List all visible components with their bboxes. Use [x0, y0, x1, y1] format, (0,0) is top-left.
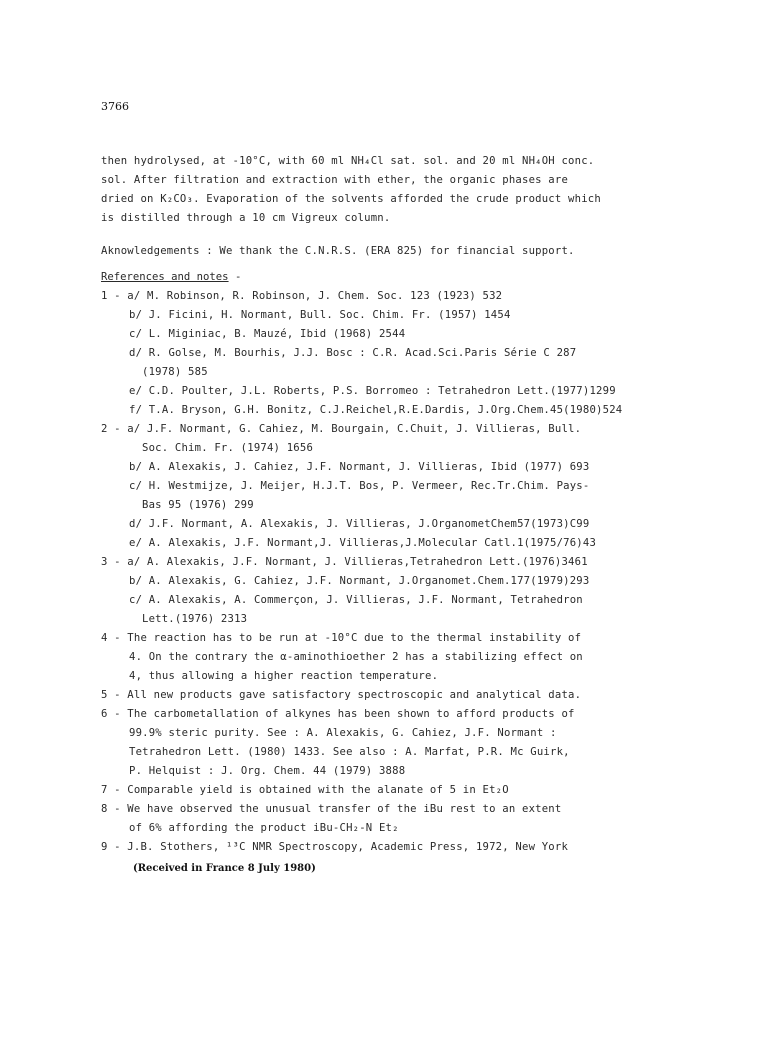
received-note: (Received in France 8 July 1980) [133, 863, 316, 874]
reference-line: b/ A. Alexakis, G. Cahiez, J.F. Normant, J.Organomet.Chem.177(1979)293 [129, 575, 590, 587]
reference-line: Tetrahedron Lett. (1980) 1433. See also : A. Marfat, P.R. Mc Guirk, [129, 746, 570, 758]
reference-line: c/ H. Westmijze, J. Meijer, H.J.T. Bos, P. Vermeer, Rec.Tr.Chim. Pays- [129, 480, 590, 492]
reference-line: Bas 95 (1976) 299 [142, 499, 254, 511]
reference-line: 9 - J.B. Stothers, ¹³C NMR Spectroscopy, Academic Press, 1972, New York [101, 841, 569, 853]
page-number: 3766 [101, 100, 129, 113]
body-line: then hydrolysed, at -10°C, with 60 ml NH₄Cl sat. sol. and 20 ml NH₄OH conc. [101, 155, 595, 167]
references-heading-text: References and notes [101, 271, 229, 283]
acknowledgements-text: Aknowledgements : We thank the C.N.R.S. (ERA 825) for financial support. [101, 245, 575, 257]
reference-line: b/ J. Ficini, H. Normant, Bull. Soc. Chim. Fr. (1957) 1454 [129, 309, 511, 321]
reference-line: 4. On the contrary the α-aminothioether 2 has a stabilizing effect on [129, 651, 583, 663]
references-heading-suffix: - [228, 271, 242, 283]
reference-line: e/ A. Alexakis, J.F. Normant,J. Villieras,J.Molecular Catl.1(1975/76)43 [129, 537, 597, 549]
references-heading [101, 268, 241, 287]
reference-line: (1978) 585 [142, 366, 208, 378]
reference-line: 2 - a/ J.F. Normant, G. Cahiez, M. Bourgain, C.Chuit, J. Villieras, Bull. [101, 423, 582, 435]
reference-line: c/ L. Miginiac, B. Mauzé, Ibid (1968) 2544 [129, 328, 406, 340]
body-line: is distilled through a 10 cm Vigreux column. [101, 212, 391, 224]
reference-line: Lett.(1976) 2313 [142, 613, 248, 625]
reference-line: 5 - All new products gave satisfactory spectroscopic and analytical data. [101, 689, 582, 701]
reference-line: 99.9% steric purity. See : A. Alexakis, G. Cahiez, J.F. Normant : [129, 727, 557, 739]
reference-line: b/ A. Alexakis, J. Cahiez, J.F. Normant, J. Villieras, Ibid (1977) 693 [129, 461, 590, 473]
body-line: sol. After filtration and extraction with ether, the organic phases are [101, 174, 569, 186]
reference-line: of 6% affording the product iBu-CH₂-N Et₂ [129, 822, 399, 834]
reference-line: d/ J.F. Normant, A. Alexakis, J. Villieras, J.OrganometChem57(1973)C99 [129, 518, 590, 530]
reference-line: Soc. Chim. Fr. (1974) 1656 [142, 442, 314, 454]
reference-line: 4 - The reaction has to be run at -10°C due to the thermal instability of [101, 632, 582, 644]
reference-line: 7 - Comparable yield is obtained with the alanate of 5 in Et₂O [101, 784, 509, 796]
reference-line: d/ R. Golse, M. Bourhis, J.J. Bosc : C.R. Acad.Sci.Paris Série C 287 [129, 347, 577, 359]
body-paragraph [101, 152, 661, 228]
reference-line: P. Helquist : J. Org. Chem. 44 (1979) 3888 [129, 765, 406, 777]
reference-line: c/ A. Alexakis, A. Commerçon, J. Villieras, J.F. Normant, Tetrahedron [129, 594, 583, 606]
reference-line: 6 - The carbometallation of alkynes has been shown to afford products of [101, 708, 575, 720]
reference-line: f/ T.A. Bryson, G.H. Bonitz, C.J.Reichel,R.E.Dardis, J.Org.Chem.45(1980)524 [129, 404, 623, 416]
reference-line: 1 - a/ M. Robinson, R. Robinson, J. Chem. Soc. 123 (1923) 532 [101, 290, 503, 302]
body-line: dried on K₂CO₃. Evaporation of the solvents afforded the crude product which [101, 193, 601, 205]
reference-line: e/ C.D. Poulter, J.L. Roberts, P.S. Borromeo : Tetrahedron Lett.(1977)1299 [129, 385, 616, 397]
reference-line: 4, thus allowing a higher reaction temperature. [129, 670, 439, 682]
reference-line: 8 - We have observed the unusual transfer of the iBu rest to an extent [101, 803, 562, 815]
acknowledgements [101, 242, 661, 261]
reference-line: 3 - a/ A. Alexakis, J.F. Normant, J. Villieras,Tetrahedron Lett.(1976)3461 [101, 556, 588, 568]
